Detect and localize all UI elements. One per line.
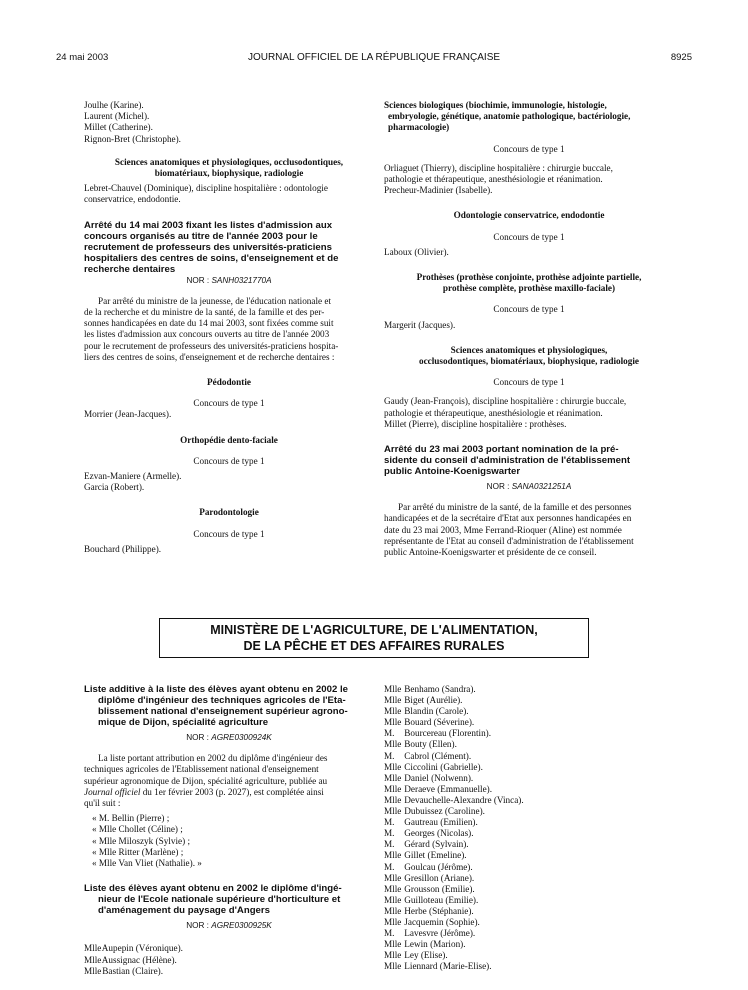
section-title-sciences-biologiques: Sciences biologiques (biochimie, immunologie, histologie, embryologie, génétique, anatomie pathologique, bactériologie, pharmacologie) <box>384 100 631 133</box>
arrete-text: Par arrêté du ministre de la jeunesse, de l'éducation nationale et de la recherche et du ministre de la santé, de la famille et des per- sonnes handicapées en date du 14 mai 2003, sont fixées comme suit les listes d'admission aux concours ouverts au titre de l'année 2003 pour le recrutement de professeurs des universités-praticiens hospita- liers des centres de soins, d'enseignement et de recherche dentaires : <box>84 295 339 362</box>
concours-label: Concours de type 1 <box>493 143 565 154</box>
person-name: Blandin (Carole). <box>404 706 469 717</box>
list-item <box>384 817 674 828</box>
civility: Mlle <box>384 695 402 706</box>
ministry-line: MINISTÈRE DE L'AGRICULTURE, DE L'ALIMENTATION, <box>210 623 538 637</box>
list-item <box>384 939 674 950</box>
civility: Mlle <box>384 872 402 883</box>
civility: Mlle <box>384 761 402 772</box>
list-item <box>384 784 674 795</box>
person-name: Biget (Aurélie). <box>404 695 463 706</box>
civility: Mlle <box>384 894 402 905</box>
person-name: Jacquemin (Sophie). <box>404 916 480 927</box>
concours-label: Concours de type 1 <box>193 528 265 539</box>
person-name: Liennard (Marie-Elise). <box>404 961 492 972</box>
person-name: Ciccolini (Gabrielle). <box>404 761 483 772</box>
section-title-sciences-anatomiques: Sciences anatomiques et physiologiques, occlusodontiques, biomatériaux, biophysique, radiologie <box>418 344 640 367</box>
liste-names <box>84 943 374 977</box>
arrete-text: Par arrêté du ministre de la santé, de la famille et des personnes handicapées et de la secrétaire d'Etat aux personnes handicapées en date du 23 mai 2003, Mme Ferrand-Rioquer (Aline) est nommée représentante de l'Etat au conseil d'administration de l'établissement public Antoine-Koenigswarter et présidente de ce conseil. <box>384 502 634 558</box>
list-item <box>384 895 674 906</box>
section-title-odontologie: Odontologie conservatrice, endodontie <box>453 210 605 221</box>
person-name: Grousson (Emilie). <box>404 883 475 894</box>
list-item <box>384 728 674 739</box>
civility: M. <box>384 861 395 872</box>
person-name: Deraeve (Emmanuelle). <box>404 783 493 794</box>
civility: Mlle <box>384 883 402 894</box>
list-item: Margerit (Jacques). <box>384 319 456 330</box>
concours-label: Concours de type 1 <box>193 398 265 409</box>
civility: M. <box>384 828 395 839</box>
section-title-pedodontie: Pédodontie <box>207 377 251 388</box>
person-name: Devauchelle-Alexandre (Vinca). <box>404 794 524 805</box>
list-item <box>384 850 674 861</box>
bottom-left-column <box>84 684 374 977</box>
concours-label: Concours de type 1 <box>493 304 565 315</box>
section-text: Orliaguet (Thierry), discipline hospitalière : chirurgie buccale, pathologie et thérapeutique, anesthésiologie et réanimation. Precheur-Madinier (Isabelle). <box>384 162 613 196</box>
person-name: Goulcau (Jérôme). <box>404 861 473 872</box>
list-item: « M. Bellin (Pierre) ; <box>92 813 170 824</box>
arrete-title: Arrêté du 23 mai 2003 portant nomination de la pré- sidente du conseil d'administration de l'établissement public Antoine-Koenigswarter <box>384 444 631 478</box>
section-title-protheses: Prothèses (prothèse conjointe, prothèse adjointe partielle, prothèse complète, prothèse maxillo-faciale) <box>416 272 642 294</box>
list-item: Laboux (Olivier). <box>384 246 449 257</box>
concours-label: Concours de type 1 <box>493 231 565 242</box>
civility: Mlle <box>384 794 402 805</box>
list-item <box>384 873 674 884</box>
civility: Mlle <box>384 717 402 728</box>
civility: M. <box>384 839 395 850</box>
names-list <box>384 684 674 972</box>
list-item: Mlle Aupepin (Véronique). <box>84 943 183 954</box>
civility: Mlle <box>384 905 402 916</box>
list-item: Mlle Aussignac (Hélène). <box>84 954 177 965</box>
person-name: Gillet (Emeline). <box>404 850 467 861</box>
arrete-title: Arrêté du 14 mai 2003 fixant les listes d'admission aux concours organisés au titre de l'année 2003 pour le recrutement de professeurs des universités-praticiens hospitaliers des centres de soins, d'enseignement et de recherche dentaires <box>84 219 339 275</box>
list-item <box>384 795 674 806</box>
header-page-number: 8925 <box>670 52 692 63</box>
list-item <box>384 739 674 750</box>
list-item <box>384 906 674 917</box>
person-name: Lewin (Marion). <box>404 939 466 950</box>
liste-text: La liste portant attribution en 2002 du diplôme d'ingénieur des techniques agricoles de l'Etablissement national d'enseignement supérieur agronomique de Dijon, spécialité agriculture, publiée au Journal officiel du 1er février 2003 (p. 2027), est complétée ainsi qu'il suit : <box>84 753 328 809</box>
list-item: Rignon-Bret (Christophe). <box>84 133 181 144</box>
section-text: Lebret-Chauvel (Dominique), discipline hospitalière : odontologie conservatrice, endodontie. <box>84 183 328 205</box>
list-item: « Mlle Miloszyk (Sylvie) ; <box>92 835 190 846</box>
person-name: Gresillon (Ariane). <box>404 872 475 883</box>
civility: Mlle <box>384 950 402 961</box>
concours-label: Concours de type 1 <box>193 455 265 466</box>
liste-quotes <box>84 813 374 869</box>
list-item: Laurent (Michel). <box>84 111 150 122</box>
person-name: Ley (Elise). <box>404 950 448 961</box>
header-date: 24 mai 2003 <box>56 52 109 63</box>
person-name: Bouty (Ellen). <box>404 739 457 750</box>
civility: Mlle <box>384 806 402 817</box>
list-item <box>384 828 674 839</box>
list-item <box>384 806 674 817</box>
person-name: Benhamo (Sandra). <box>404 684 476 694</box>
person-name: Bouard (Séverine). <box>404 717 475 728</box>
section-title-parodontologie: Parodontologie <box>199 507 259 518</box>
person-name: Cabrol (Clément). <box>404 750 472 761</box>
civility: Mlle <box>384 739 402 750</box>
person-name: Dubuissez (Caroline). <box>404 806 485 817</box>
civility: M. <box>384 928 395 939</box>
list-item <box>384 706 674 717</box>
list-item <box>384 773 674 784</box>
names-top <box>84 100 374 145</box>
liste-title: Liste additive à la liste des élèves ayant obtenu en 2002 le diplôme d'ingénieur des techniques agricoles de l'Eta- blissement national d'enseignement supérieur agrono- mique de Dijon, spécialité agriculture <box>84 684 348 728</box>
list-item <box>384 917 674 928</box>
civility: Mlle <box>384 916 402 927</box>
list-item <box>384 751 674 762</box>
list-item <box>384 839 674 850</box>
list-item <box>384 928 674 939</box>
civility: Mlle <box>384 939 402 950</box>
list-item: « Mlle Van Vliet (Nathalie). » <box>92 858 202 869</box>
ministry-heading-box <box>159 618 589 658</box>
concours-label: Concours de type 1 <box>493 377 565 388</box>
list-item <box>384 695 674 706</box>
person-name: Bourcereau (Florentin). <box>404 728 492 739</box>
page-header <box>0 52 748 68</box>
person-name: Lavesvre (Jérôme). <box>404 928 476 939</box>
list-item <box>384 717 674 728</box>
person-name: Guilloteau (Emilie). <box>404 894 479 905</box>
civility: Mlle <box>384 961 402 972</box>
civility: Mlle <box>384 684 402 694</box>
person-name: Herbe (Stéphanie). <box>404 905 474 916</box>
person-name: Georges (Nicolas). <box>404 828 474 839</box>
list-item: Ezvan-Maniere (Armelle). <box>84 471 182 482</box>
ministry-line: DE LA PÊCHE ET DES AFFAIRES RURALES <box>243 639 505 653</box>
left-column <box>84 100 374 555</box>
bottom-right-column <box>384 684 674 972</box>
civility: Mlle <box>384 772 402 783</box>
civility: Mlle <box>384 706 402 717</box>
civility: M. <box>384 750 395 761</box>
list-item: Mlle Bastian (Claire). <box>84 965 164 976</box>
list-item: Millet (Catherine). <box>84 122 153 133</box>
right-column <box>384 100 674 558</box>
person-name: Gautreau (Emilien). <box>404 817 478 828</box>
nor-reference: NOR : AGRE0300925K <box>186 921 272 931</box>
list-item <box>384 684 674 695</box>
list-item <box>384 862 674 873</box>
list-item <box>384 762 674 773</box>
list-item <box>384 961 674 972</box>
list-item <box>384 950 674 961</box>
liste-title: Liste des élèves ayant obtenu en 2002 le diplôme d'ingé- nieur de l'Ecole nationale supérieure d'horticulture et d'aménagement du paysage d'Angers <box>84 883 342 917</box>
list-item: Bouchard (Philippe). <box>84 543 162 554</box>
section-title-sciences: Sciences anatomiques et physiologiques, occlusodontiques, biomatériaux, biophysique, radiologie <box>114 156 344 179</box>
section-text: Gaudy (Jean-François), discipline hospitalière : chirurgie buccale, pathologie et thérapeutique, anesthésiologie et réanimation. Millet (Pierre), discipline hospitalière : prothèses. <box>384 396 627 429</box>
list-item: Joulhe (Karine). <box>84 100 144 110</box>
person-name: Gérard (Sylvain). <box>404 839 469 850</box>
nor-reference: NOR : AGRE0300924K <box>186 733 272 742</box>
civility: Mlle <box>384 783 402 794</box>
list-item: Garcia (Robert). <box>84 482 145 493</box>
list-item: « Mlle Chollet (Céline) ; <box>92 824 183 835</box>
section-title-orthopedie: Orthopédie dento-faciale <box>180 434 278 445</box>
list-item: Morrier (Jean-Jacques). <box>84 409 172 420</box>
civility: Mlle <box>384 850 402 861</box>
nor-reference: NOR : SANA0321251A <box>486 482 572 492</box>
civility: M. <box>384 817 395 828</box>
civility: M. <box>384 728 395 739</box>
person-name: Daniel (Nolwenn). <box>404 772 474 783</box>
header-title: JOURNAL OFFICIEL DE LA RÉPUBLIQUE FRANÇAISE <box>247 52 501 63</box>
list-item <box>384 884 674 895</box>
nor-reference: NOR : SANH0321770A <box>186 275 272 285</box>
list-item: « Mlle Ritter (Marlène) ; <box>92 846 184 857</box>
